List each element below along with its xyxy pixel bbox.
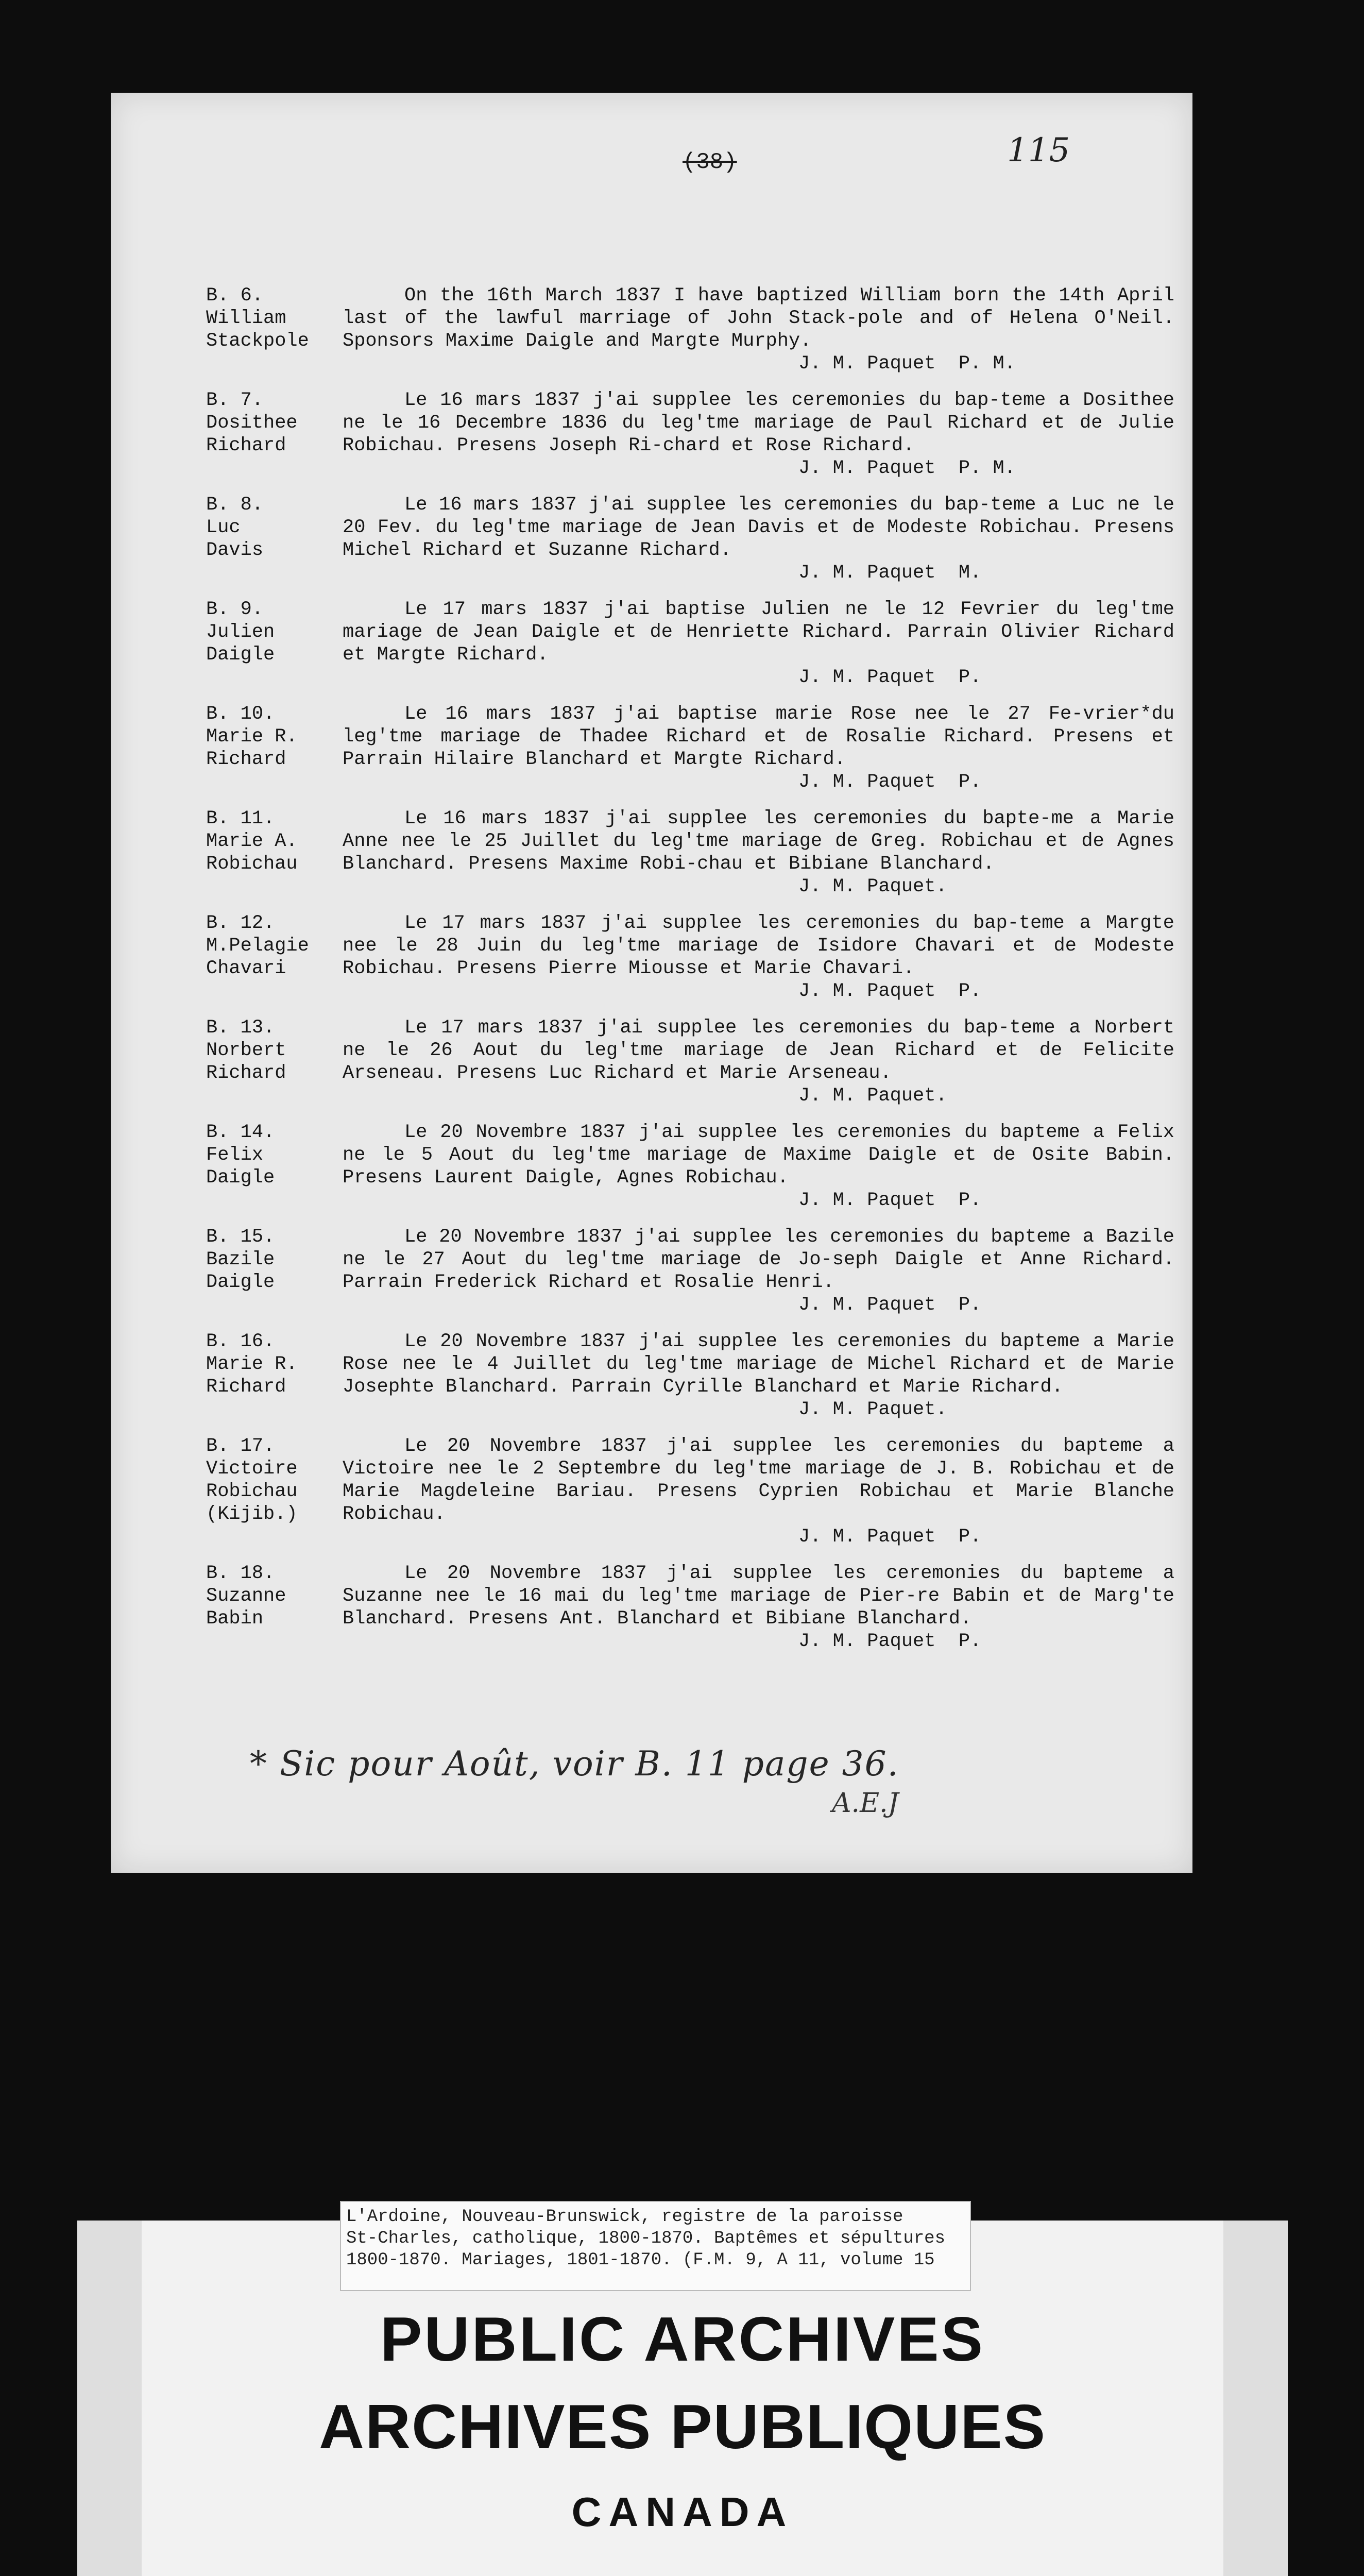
entry-text: Le 16 mars 1837 j'ai supplee les ceremonies du bapte-me a Marie Anne nee le 25 Juillet du leg'tme mariage de Greg. Robichau et de Agnes Blanchard. Presens Maxime Robi-chau et Bibiane Blanchard. bbox=[343, 808, 1174, 875]
entry-ref: B. 10. bbox=[206, 703, 275, 725]
entry-text: Le 16 mars 1837 j'ai supplee les ceremonies du bap-teme a Dosithee ne le 16 Decembre 1836 du leg'tme mariage de Paul Richard et de Julie Robichau. Presens Joseph Ri-chard et Rose Richard. bbox=[343, 389, 1174, 456]
entry-signature: J. M. Paquet P. bbox=[798, 771, 982, 793]
entry-text: Le 20 Novembre 1837 j'ai supplee les ceremonies du bapteme a Felix ne le 5 Aout du leg'tme mariage de Maxime Daigle et de Osite Babin. Presens Laurent Daigle, Agnes Robichau. bbox=[343, 1122, 1174, 1189]
entry-name-line: Luc bbox=[206, 517, 241, 538]
archives-title-fr: ARCHIVES PUBLIQUES bbox=[318, 2392, 1047, 2462]
entry-ref: B. 12. bbox=[206, 912, 275, 934]
handwritten-note: * Sic pour Août, voir B. 11 page 36. bbox=[250, 1744, 899, 1784]
entry-name-line: Victoire bbox=[206, 1458, 298, 1480]
slip-line: L'Ardoine, Nouveau-Brunswick, registre de la paroisse bbox=[346, 2207, 903, 2227]
archives-card bbox=[77, 2207, 1288, 2576]
entry-signature: J. M. Paquet P. M. bbox=[798, 353, 1016, 375]
entry-name-line: Dosithee bbox=[206, 412, 298, 434]
entry-margin bbox=[206, 1016, 343, 1084]
entry-name-line: Daigle bbox=[206, 1272, 275, 1293]
entry-name-line: Chavari bbox=[206, 958, 286, 979]
entry-signature: J. M. Paquet P. bbox=[798, 1190, 982, 1211]
entry-ref: B. 8. bbox=[206, 494, 264, 516]
entry-name-line: Richard bbox=[206, 749, 286, 770]
entry-name-line: (Kijib.) bbox=[206, 1503, 298, 1525]
baptism-entry bbox=[206, 912, 1174, 1003]
baptism-entry bbox=[206, 1435, 1174, 1548]
archives-country: CANADA bbox=[571, 2489, 794, 2535]
entry-name-line: Robichau bbox=[206, 1481, 298, 1502]
entry-name-line: Suzanne bbox=[206, 1585, 286, 1607]
entry-name-line: Daigle bbox=[206, 1167, 275, 1189]
baptism-entries bbox=[206, 284, 1174, 1667]
entry-name-line: Marie R. bbox=[206, 1353, 298, 1375]
entry-text: On the 16th March 1837 I have baptized William born the 14th April last of the lawful marriage of John Stack-pole and of Helena O'Neil. Sponsors Maxime Daigle and Margte Murphy. bbox=[343, 285, 1174, 352]
entry-text: Le 17 mars 1837 j'ai supplee les ceremonies du bap-teme a Margte nee le 28 Juin du leg'tme mariage de Isidore Chavari et de Modeste Robichau. Presens Pierre Miousse et Marie Chavari. bbox=[343, 912, 1174, 979]
entry-signature: J. M. Paquet. bbox=[798, 1085, 947, 1107]
baptism-entry bbox=[206, 284, 1174, 375]
entry-signature: J. M. Paquet. bbox=[798, 1399, 947, 1420]
entry-text: Le 17 mars 1837 j'ai supplee les ceremonies du bap-teme a Norbert ne le 26 Aout du leg'tme mariage de Jean Richard et de Felicite Arseneau. Presens Luc Richard et Marie Arseneau. bbox=[343, 1017, 1174, 1084]
entry-name-line: Stackpole bbox=[206, 330, 309, 352]
entry-ref: B. 13. bbox=[206, 1017, 275, 1039]
entry-margin bbox=[206, 1435, 343, 1526]
slip-line: St-Charles, catholique, 1800-1870. Baptêmes et sépultures bbox=[346, 2229, 945, 2248]
entry-name-line: Richard bbox=[206, 1062, 286, 1084]
entry-name-line: M.Pelagie bbox=[206, 935, 309, 957]
entry-margin bbox=[206, 1562, 343, 1630]
entry-ref: B. 6. bbox=[206, 285, 264, 307]
entry-margin bbox=[206, 284, 343, 352]
entry-signature: J. M. Paquet M. bbox=[798, 562, 982, 584]
baptism-entry bbox=[206, 494, 1174, 584]
baptism-entry bbox=[206, 1121, 1174, 1212]
register-page bbox=[111, 93, 1192, 1873]
entry-text: Le 20 Novembre 1837 j'ai supplee les ceremonies du bapteme a Bazile ne le 27 Aout du leg'tme mariage de Jo-seph Daigle et Anne Richard. Parrain Frederick Richard et Rosalie Henri. bbox=[343, 1226, 1174, 1293]
baptism-entry bbox=[206, 1016, 1174, 1107]
reference-slip bbox=[340, 2201, 971, 2291]
entry-signature: J. M. Paquet P. bbox=[798, 1631, 982, 1652]
entry-name-line: Daigle bbox=[206, 644, 275, 666]
entry-name-line: William bbox=[206, 308, 286, 329]
baptism-entry bbox=[206, 1562, 1174, 1653]
entry-signature: J. M. Paquet P. bbox=[798, 980, 982, 1002]
entry-margin bbox=[206, 598, 343, 666]
entry-name-line: Bazile bbox=[206, 1249, 275, 1270]
entry-name-line: Marie A. bbox=[206, 831, 298, 852]
entry-ref: B. 11. bbox=[206, 808, 275, 829]
entry-text: Le 17 mars 1837 j'ai baptise Julien ne le 12 Fevrier du leg'tme mariage de Jean Daigle et de Henriette Richard. Parrain Olivier Richard et Margte Richard. bbox=[343, 599, 1174, 666]
entry-signature: J. M. Paquet P. bbox=[798, 667, 982, 688]
entry-text: Le 20 Novembre 1837 j'ai supplee les ceremonies du bapteme a Suzanne nee le 16 mai du leg'tme mariage de Pier-re Babin et de Marg'te Blanchard. Presens Ant. Blanchard et Bibiane Blanchard. bbox=[343, 1563, 1174, 1630]
entry-ref: B. 15. bbox=[206, 1226, 275, 1248]
entry-ref: B. 9. bbox=[206, 599, 264, 620]
entry-text: Le 16 mars 1837 j'ai baptise marie Rose nee le 27 Fe-vrier*du leg'tme mariage de Thadee Richard et de Rosalie Richard. Presens et Parrain Hilaire Blanchard et Margte Richard. bbox=[343, 703, 1174, 770]
archives-title-en: PUBLIC ARCHIVES bbox=[380, 2304, 985, 2374]
baptism-entry bbox=[206, 703, 1174, 793]
entry-ref: B. 14. bbox=[206, 1122, 275, 1143]
entry-name-line: Babin bbox=[206, 1608, 264, 1630]
entry-margin bbox=[206, 912, 343, 980]
slip-line: 1800-1870. Mariages, 1801-1870. (F.M. 9, A 11, volume 15 bbox=[346, 2250, 935, 2270]
entry-name-line: Norbert bbox=[206, 1040, 286, 1061]
entry-name-line: Davis bbox=[206, 539, 264, 561]
entry-margin bbox=[206, 1330, 343, 1398]
entry-margin bbox=[206, 703, 343, 771]
entry-margin bbox=[206, 1226, 343, 1294]
baptism-entry bbox=[206, 598, 1174, 689]
entry-name-line: Felix bbox=[206, 1144, 264, 1166]
baptism-entry bbox=[206, 1330, 1174, 1421]
entry-ref: B. 16. bbox=[206, 1331, 275, 1352]
entry-text: Le 20 Novembre 1837 j'ai supplee les ceremonies du bapteme a Marie Rose nee le 4 Juillet du leg'tme mariage de Michel Richard et de Marie Josephte Blanchard. Parrain Cyrille Blanchard et Marie Richard. bbox=[343, 1331, 1174, 1398]
baptism-entry bbox=[206, 389, 1174, 480]
page-header-number: (38) bbox=[683, 149, 737, 175]
baptism-entry bbox=[206, 1226, 1174, 1316]
entry-margin bbox=[206, 389, 343, 457]
entry-name-line: Robichau bbox=[206, 853, 298, 875]
entry-text: Le 20 Novembre 1837 j'ai supplee les ceremonies du bapteme a Victoire nee le 2 Septembre du leg'tme mariage de J. B. Robichau et de Marie Magdeleine Bariau. Presens Cyprien Robichau et Marie Blanche Robichau. bbox=[343, 1435, 1174, 1525]
entry-name-line: Julien bbox=[206, 621, 275, 643]
handwritten-initials: A.E.J bbox=[832, 1788, 899, 1819]
entry-margin bbox=[206, 807, 343, 875]
entry-ref: B. 17. bbox=[206, 1435, 275, 1457]
entry-signature: J. M. Paquet. bbox=[798, 876, 947, 897]
entry-signature: J. M. Paquet P. M. bbox=[798, 457, 1016, 479]
entry-name-line: Richard bbox=[206, 1376, 286, 1398]
entry-name-line: Marie R. bbox=[206, 726, 298, 748]
entry-margin bbox=[206, 1121, 343, 1189]
entry-signature: J. M. Paquet P. bbox=[798, 1526, 982, 1548]
entry-name-line: Richard bbox=[206, 435, 286, 456]
entry-margin bbox=[206, 494, 343, 562]
folio-number: 115 bbox=[1007, 131, 1070, 170]
baptism-entry bbox=[206, 807, 1174, 898]
entry-ref: B. 7. bbox=[206, 389, 264, 411]
entry-ref: B. 18. bbox=[206, 1563, 275, 1584]
entry-signature: J. M. Paquet P. bbox=[798, 1294, 982, 1316]
entry-text: Le 16 mars 1837 j'ai supplee les ceremonies du bap-teme a Luc ne le 20 Fev. du leg'tme mariage de Jean Davis et de Modeste Robichau. Presens Michel Richard et Suzanne Richard. bbox=[343, 494, 1174, 561]
